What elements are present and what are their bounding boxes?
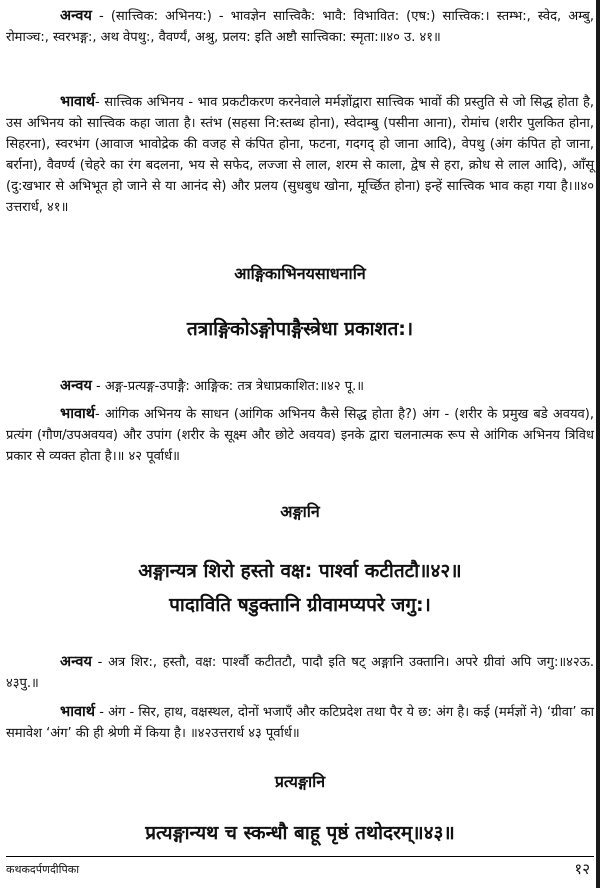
bhavarth-text: - अंग - सिर, हाथ, वक्षस्थल, दोनों भजाएँ और कटिप्रदेश तथा पैर ये छ: अंग है। कई (मर्मज्ञों ने) ‘ग्रीवा’ का समावेश ‘अंग’ की ही श्रेणी में किया है। ॥४२उत्तरार्ध ४३ पूर्वार्ध॥ — [6, 705, 594, 741]
anvay-label: अन्वय — [60, 654, 92, 670]
anvay-label: अन्वय — [60, 8, 92, 24]
anvay-paragraph-3 — [6, 652, 594, 694]
verse-43-purva: प्रत्यङ्गान्यथ च स्कन्धौ बाहू पृष्ठं तथोदरम्॥४३॥ — [145, 822, 455, 844]
anvay-label: अन्वय — [60, 378, 92, 394]
bhavarth-paragraph-1 — [6, 92, 594, 218]
bhavarth-label: भावार्थ — [60, 94, 96, 110]
verse-42-line: अङ्गान्यत्र शिरो हस्तो वक्ष: पार्श्वा कटीतटौ॥४२॥ — [138, 560, 462, 582]
bhavarth-label: भावार्थ — [60, 406, 96, 422]
section-heading-pratyangani: प्रत्यङ्गानि — [274, 772, 326, 791]
anvay-paragraph-2 — [6, 376, 594, 397]
footer-divider — [6, 856, 594, 857]
page-edge-bar — [596, 0, 600, 888]
section-heading-angika: आङ्गिकाभिनयसाधनानि — [234, 264, 366, 283]
verse-42-purva: तत्राङ्गिकोऽङ्गोपाङ्गैस्त्रेधा प्रकाशत:। — [186, 318, 414, 340]
verse-43-line: पादाविति षडुक्तानि ग्रीवामप्यपरे जगु:। — [169, 594, 431, 616]
bhavarth-label: भावार्थ — [60, 704, 96, 720]
bhavarth-paragraph-3 — [6, 702, 594, 744]
footer-book-title: कथकदर्पणदीपिका — [6, 863, 80, 876]
bhavarth-paragraph-2 — [6, 404, 594, 467]
footer-page-number: १२ — [574, 860, 590, 878]
anvay-text: - अङ्ग-प्रत्यङ्ग-उपाङ्गै: आङ्गिक: तत्र त्रेधाप्रकाशित:॥४२ पू.॥ — [91, 379, 365, 394]
section-heading-angani: अङ्गानि — [280, 502, 320, 521]
bhavarth-text: - आंगिक अभिनय के साधन (आंगिक अभिनय कैसे सिद्ध होता है?) अंग - (शरीर के प्रमुख बडे अवयव), प्रत्यंग (गौण/उपअवयव) और उपांग (शरीर के सूक्ष्म और छोटे अवयव) इनके द्वारा चलनात्मक रूप से आंगिक अभिनय त्रिविध प्रकार से व्यक्त होता है।॥ ४२ पूर्वार्ध॥ — [6, 407, 594, 464]
anvay-text: - (सात्त्विक: अभिनय:) - भावज्ञेन सात्त्विकै: भावै: विभावित: (एष:) सात्त्विक:। स्तम्भ:, स्वेद, अम्बु, रोमाञ्च:, स्वरभङ्ग:, अथ वेपथु:, वैवर्ण्यं, अश्रु, प्रलय: इति अष्टौ सात्त्विका: स्मृता:॥४० उ. ४१॥ — [6, 9, 594, 45]
anvay-text: - अत्र शिर:, हस्तौ, वक्ष: पार्श्वौ कटीतटौ, पादौ इति षट् अङ्गानि उक्तानि। अपरे ग्रीवां अपि जगु:॥४२ऊ. ४३पु.॥ — [6, 655, 594, 691]
anvay-paragraph-1 — [6, 6, 594, 48]
bhavarth-text: - सात्त्विक अभिनय - भाव प्रकटीकरण करनेवाले मर्मज्ञोंद्वारा सात्त्विक भावों की प्रस्तुति से जो सिद्ध होता है, उस अभिनय को सात्त्विक कहा जाता है। स्तंभ (सहसा नि:स्तब्ध होना), स्वेदाम्बु (पसीना आना), रोमांच (शरीर पुलकित होना, सिहरना), स्वरभंग (आवाज भावोद्रेक की वजह से कंपित होना, फटना, गदगद् हो जाना आदि), वेपथु (अंग कंपित हो जाना, बर्राना), वैवर्ण्य (चेहरे का रंग बदलना, भय से सफेद, लज्जा से लाल, शरम से काला, द्वेष से हरा, क्रोध से लाल आदि), आँसू (दु:खभार से अभिभूत हो जाने से या आनंद से) और प्रलय (सुधबुध खोना, मूर्च्छित होना) इन्हें सात्त्विक भाव कहा गया है।॥४० उत्तरार्ध, ४१॥ — [6, 95, 594, 215]
